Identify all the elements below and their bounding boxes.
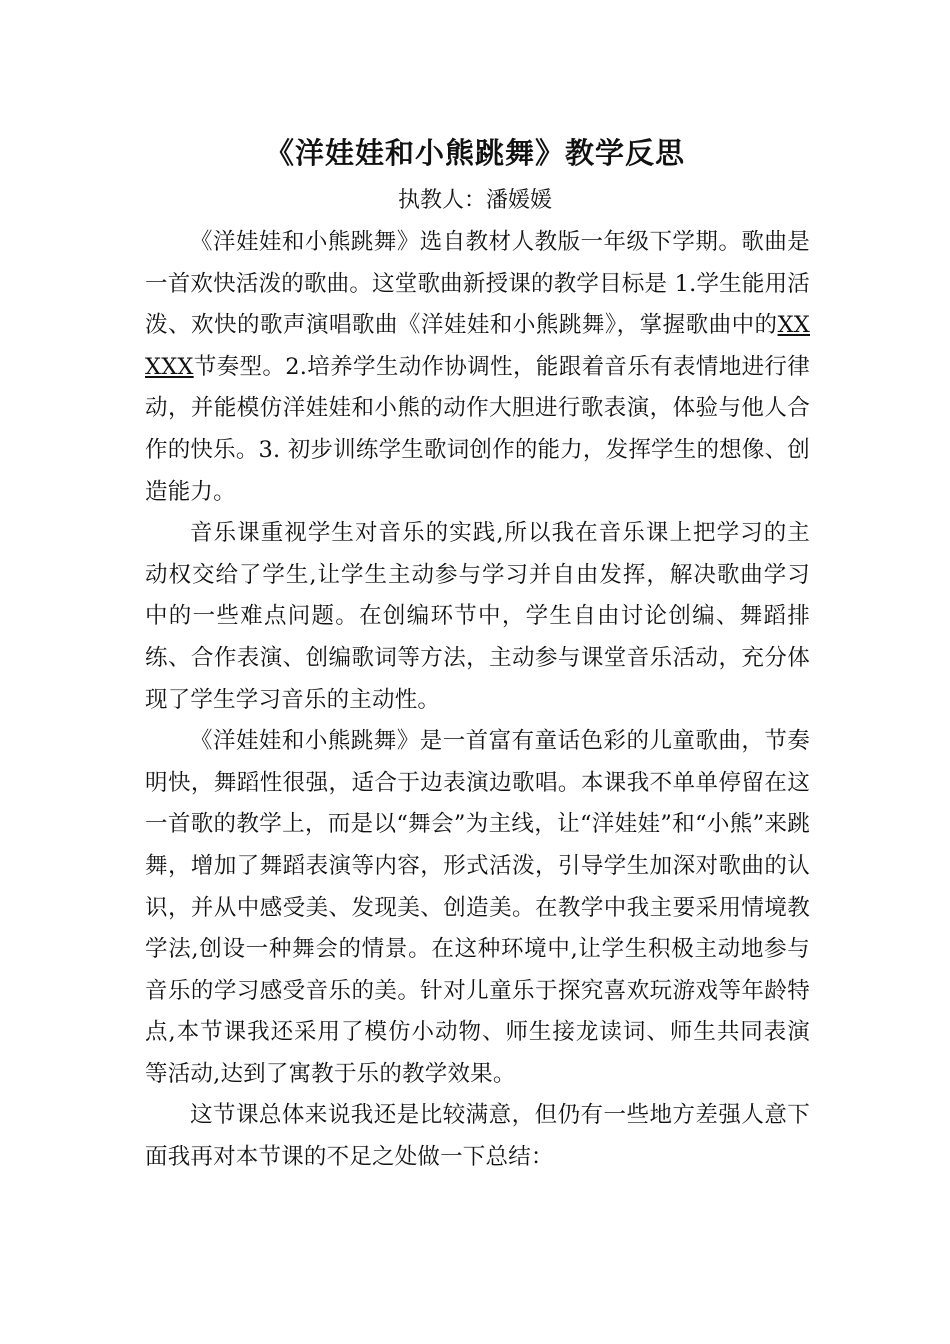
document-title: 《洋娃娃和小熊跳舞》教学反思	[264, 136, 685, 170]
paragraph-summary: 这节课总体来说我还是比较满意，但仍有一些地方差强人意下面我再对本节课的不足之处做一下总结：	[145, 1102, 810, 1171]
paragraph-method: 《洋娃娃和小熊跳舞》是一首富有童话色彩的儿童歌曲，节奏明快，舞蹈性很强，适合于边表演边歌唱。本课我不单单停留在这一首歌的教学上，而是以“舞会”为主线，让“洋娃娃”和“小熊”来跳舞，增加了舞蹈表演等内容，形式活泼，引导学生加深对歌曲的认识，并从中感受美、发现美、创造美。在教学中我主要采用情境教学法,创设一种舞会的情景。在这种环境中,让学生积极主动地参与音乐的学习感受音乐的美。针对儿童乐于探究喜欢玩游戏等年龄特点,本节课我还采用了模仿小动物、师生接龙读词、师生共同表演等活动,达到了寓教于乐的教学效果。	[145, 728, 810, 1087]
author-line: 执教人：潘媛媛	[397, 188, 552, 213]
paragraph-objectives-part1: 《洋娃娃和小熊跳舞》选自教材人教版一年级下学期。歌曲是一首欢快活泼的歌曲。这堂歌曲新授课的教学目标是 1.学生能用活泼、欢快的歌声演唱歌曲《洋娃娃和小熊跳舞》，掌握歌曲中的	[145, 229, 810, 339]
document-body	[145, 222, 810, 1179]
rhythm-notation-xx: XX	[777, 312, 810, 339]
paragraph-practice: 音乐课重视学生对音乐的实践,所以我在音乐课上把学习的主动权交给了学生,让学生主动参与学习并自由发挥，解决歌曲学习中的一些难点问题。在创编环节中，学生自由讨论创编、舞蹈排练、合作表演、创编歌词等方法，主动参与课堂音乐活动，充分体现了学生学习音乐的主动性。	[145, 520, 810, 713]
rhythm-notation-xxx: XXX	[145, 353, 194, 380]
paragraph-objectives-part2: 节奏型。2.培养学生动作协调性，能跟着音乐有表情地进行律动，并能模仿洋娃娃和小熊的动作大胆进行歌表演，体验与他人合作的快乐。3. 初步训练学生歌词创作的能力，发挥学生的想像、创造能力。	[145, 353, 810, 505]
paragraph-objectives	[145, 222, 810, 513]
